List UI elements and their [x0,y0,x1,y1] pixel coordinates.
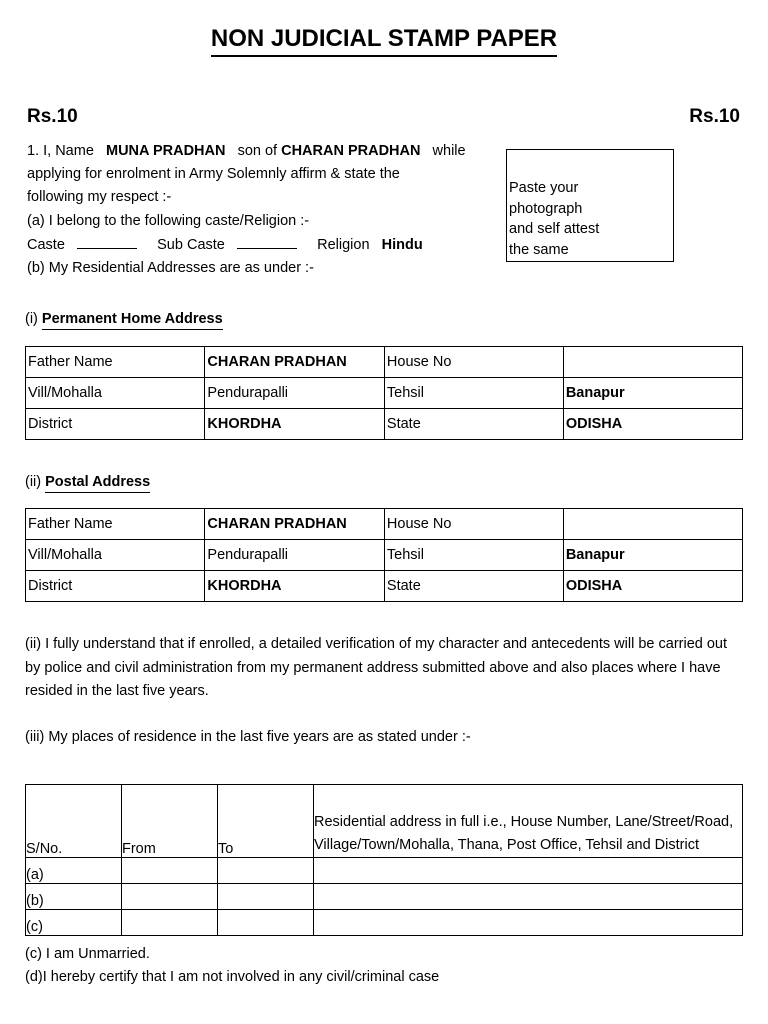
title-text: NON JUDICIAL STAMP PAPER [211,24,557,57]
table-row [26,378,743,409]
table-header-row [26,785,743,858]
address-cell [314,858,743,884]
address-cell [314,884,743,910]
permanent-address-heading [25,311,223,330]
table-row [26,884,743,910]
table-cell [563,347,742,378]
table-cell [563,509,742,540]
postal-address-table [25,508,743,602]
residence-heading: (iii) My places of residence in the last five years are as stated under :- [25,729,471,745]
photo-instruction: and self attest [509,221,600,237]
table-row [26,910,743,936]
table-row [26,347,743,378]
table-cell: CHARAN PRADHAN [205,509,385,540]
table-cell: Pendurapalli [205,378,385,409]
to-cell [218,858,314,884]
row-label: (c) [26,910,122,936]
religion-value: Hindu [381,237,423,253]
table-cell: Father Name [26,347,205,378]
stamp-value-right: Rs.10 [689,106,740,127]
table-cell: Vill/Mohalla [26,378,205,409]
caste-blank [77,234,137,249]
to-cell [218,884,314,910]
photo-instruction: photograph [509,200,583,217]
photo-instruction: Paste your [509,180,579,196]
intro-text: while [432,143,466,159]
table-row [26,540,743,571]
column-header-sno: S/No. [26,785,122,858]
certification-line: (d)I hereby certify that I am not involved in any civil/criminal case [25,969,440,985]
table-cell: KHORDHA [205,571,385,602]
photo-box [506,149,674,262]
marital-status-line: (c) I am Unmarried. [25,946,150,962]
table-cell: Tehsil [384,540,563,571]
permanent-address-table [25,346,743,440]
table-cell: District [26,571,205,602]
applicant-name: MUNA PRADHAN [105,143,226,159]
intro-line-3: following my respect :- [27,189,172,205]
addresses-heading: (b) My Residential Addresses are as under :- [27,260,314,276]
address-cell [314,910,743,936]
table-cell: Pendurapalli [205,540,385,571]
section-prefix: (i) [25,311,38,327]
table-cell: ODISHA [563,571,742,602]
intro-line-1 [27,141,466,161]
table-row [26,858,743,884]
caste-label: Caste [27,237,65,253]
table-cell: Banapur [563,540,742,571]
father-name: CHARAN PRADHAN [281,143,421,159]
table-cell: Banapur [563,378,742,409]
subcaste-label: Sub Caste [157,237,225,253]
column-header-from: From [122,785,218,858]
caste-line [27,234,423,255]
intro-line-2: applying for enrolment in Army Solemnly affirm & state the [27,166,400,182]
to-cell [218,910,314,936]
caste-religion-heading: (a) I belong to the following caste/Religion :- [27,213,310,229]
table-cell: State [384,571,563,602]
table-row [26,409,743,440]
section-title: Permanent Home Address [42,311,223,330]
photo-instruction: the same [509,241,569,258]
table-cell: Vill/Mohalla [26,540,205,571]
table-cell: CHARAN PRADHAN [205,347,385,378]
table-row [26,571,743,602]
table-cell: House No [384,509,563,540]
column-header-to: To [218,785,314,858]
postal-address-heading [25,474,150,493]
table-cell: KHORDHA [205,409,385,440]
stamp-value-left: Rs.10 [27,106,78,127]
table-cell: State [384,409,563,440]
table-cell: ODISHA [563,409,742,440]
residence-table [25,784,743,936]
table-cell: Tehsil [384,378,563,409]
table-row [26,509,743,540]
verification-paragraph: (ii) I fully understand that if enrolled, a detailed verification of my character and antecedents will be carried out by police and civil administration from my permanent address submitted above and also places where I have resided in the last five years. [25,636,728,699]
from-cell [122,910,218,936]
table-cell: House No [384,347,563,378]
from-cell [122,884,218,910]
from-cell [122,858,218,884]
subcaste-blank [237,234,297,249]
section-title: Postal Address [45,474,150,493]
religion-label: Religion [317,237,370,253]
column-header-address: Residential address in full i.e., House Number, Lane/Street/Road, Village/Town/Mohalla, Thana, Post Office, Tehsil and District [314,785,743,858]
row-label: (a) [26,858,122,884]
section-prefix: (ii) [25,474,42,490]
row-label: (b) [26,884,122,910]
table-cell: District [26,409,205,440]
intro-text: 1. I, Name [27,143,94,159]
table-cell: Father Name [26,509,205,540]
document-title [0,24,768,57]
intro-text: son of [237,143,278,159]
